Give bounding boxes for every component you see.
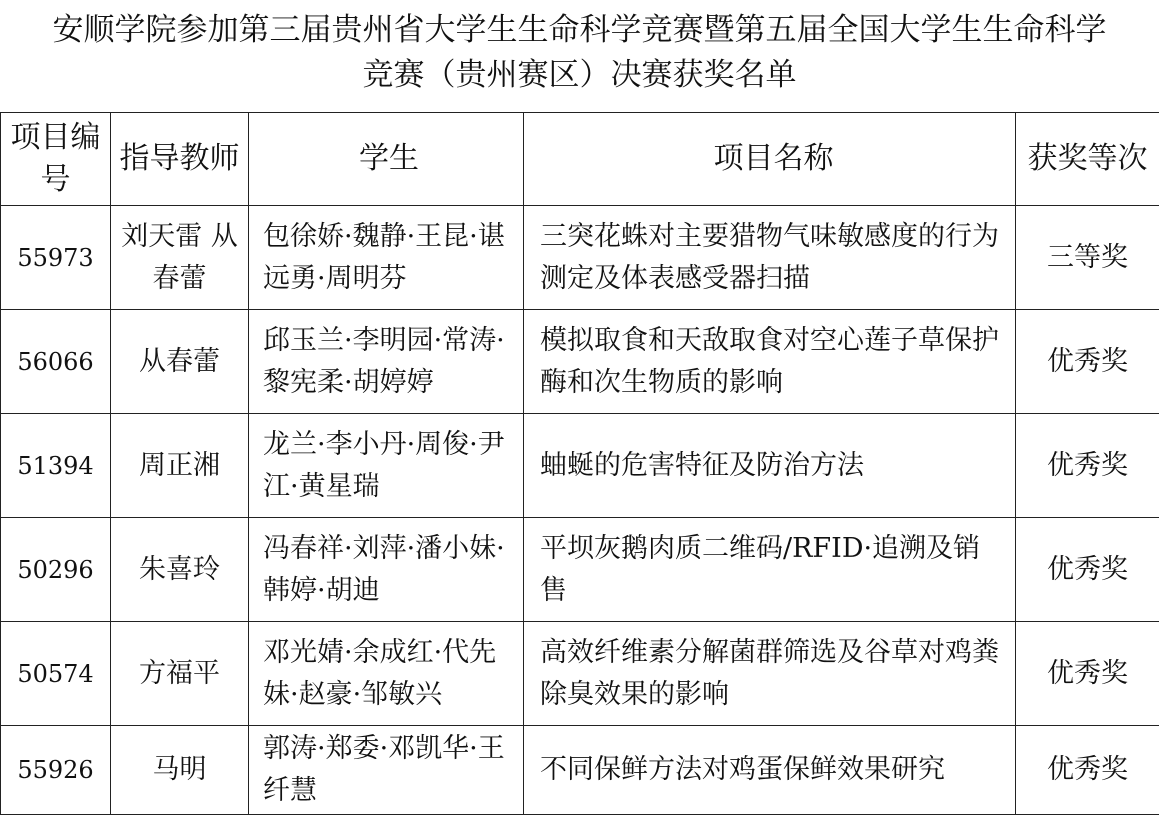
cell-students: 冯春祥·刘萍·潘小妹·韩婷·胡迪	[249, 518, 524, 622]
header-teacher: 指导教师	[111, 113, 249, 206]
awards-table	[0, 112, 1159, 815]
cell-teacher: 马明	[111, 726, 249, 815]
document-title	[0, 0, 1159, 112]
cell-students: 龙兰·李小丹·周俊·尹江·黄星瑞	[249, 414, 524, 518]
table-row	[1, 414, 1159, 518]
cell-award-level: 优秀奖	[1016, 518, 1159, 622]
table-row	[1, 206, 1159, 310]
table-row	[1, 310, 1159, 414]
header-project-id: 项目编号	[1, 113, 111, 206]
cell-students: 邱玉兰·李明园·常涛·黎宪柔·胡婷婷	[249, 310, 524, 414]
cell-students: 郭涛·郑委·邓凯华·王纤慧	[249, 726, 524, 815]
cell-teacher: 朱喜玲	[111, 518, 249, 622]
cell-students: 包徐娇·魏静·王昆·谌远勇·周明芬	[249, 206, 524, 310]
header-project-name: 项目名称	[524, 113, 1016, 206]
cell-project-name: 蚰蜒的危害特征及防治方法	[524, 414, 1016, 518]
cell-teacher: 刘天雷 从春蕾	[111, 206, 249, 310]
cell-project-name: 三突花蛛对主要猎物气味敏感度的行为测定及体表感受器扫描	[524, 206, 1016, 310]
cell-project-id: 56066	[1, 310, 111, 414]
cell-project-id: 51394	[1, 414, 111, 518]
cell-students: 邓光婧·余成红·代先妹·赵豪·邹敏兴	[249, 622, 524, 726]
cell-project-id: 50574	[1, 622, 111, 726]
cell-award-level: 优秀奖	[1016, 622, 1159, 726]
cell-award-level: 优秀奖	[1016, 310, 1159, 414]
table-row	[1, 518, 1159, 622]
cell-project-id: 55973	[1, 206, 111, 310]
table-header-row	[1, 113, 1159, 206]
cell-teacher: 周正湘	[111, 414, 249, 518]
cell-project-name: 不同保鲜方法对鸡蛋保鲜效果研究	[524, 726, 1016, 815]
title-line-2: 竞赛（贵州赛区）决赛获奖名单	[0, 53, 1159, 98]
cell-project-id: 50296	[1, 518, 111, 622]
table-row	[1, 622, 1159, 726]
header-students: 学生	[249, 113, 524, 206]
cell-project-name: 平坝灰鹅肉质二维码/RFID·追溯及销售	[524, 518, 1016, 622]
cell-teacher: 从春蕾	[111, 310, 249, 414]
cell-project-id: 55926	[1, 726, 111, 815]
cell-project-name: 模拟取食和天敌取食对空心莲子草保护酶和次生物质的影响	[524, 310, 1016, 414]
cell-project-name: 高效纤维素分解菌群筛选及谷草对鸡粪除臭效果的影响	[524, 622, 1016, 726]
cell-award-level: 优秀奖	[1016, 726, 1159, 815]
cell-award-level: 三等奖	[1016, 206, 1159, 310]
table-row	[1, 726, 1159, 815]
cell-award-level: 优秀奖	[1016, 414, 1159, 518]
cell-teacher: 方福平	[111, 622, 249, 726]
title-line-1: 安顺学院参加第三届贵州省大学生生命科学竞赛暨第五届全国大学生生命科学	[0, 8, 1159, 53]
header-award-level: 获奖等次	[1016, 113, 1159, 206]
